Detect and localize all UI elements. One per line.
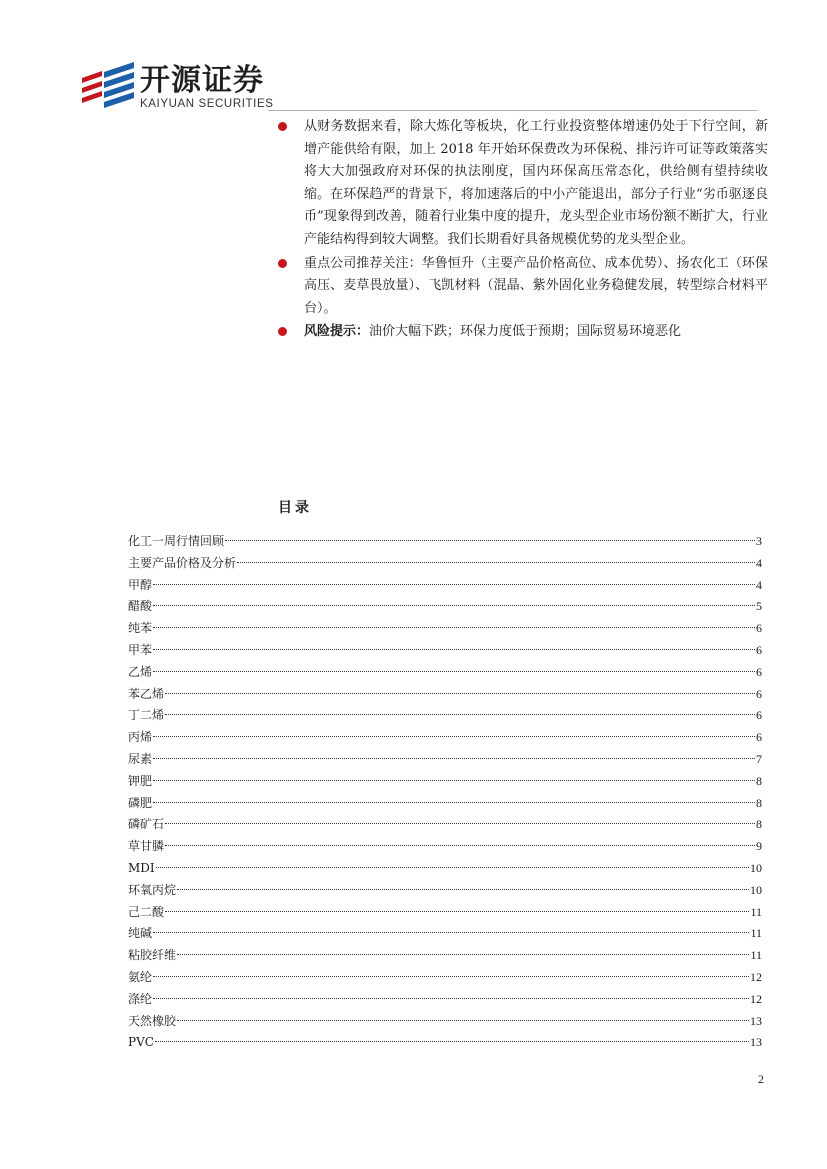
kaiyuan-logo-icon (80, 62, 136, 110)
toc-dot-leader (153, 671, 755, 672)
toc-entry-page[interactable]: 6 (756, 730, 762, 745)
toc-entry-label[interactable]: 己二酸 (128, 904, 165, 919)
toc-entry-label[interactable]: 粘胶纤维 (128, 948, 177, 963)
toc-dot-leader (177, 954, 749, 955)
toc-entry-page[interactable]: 7 (756, 751, 762, 766)
toc-entry-page[interactable]: 6 (756, 686, 762, 701)
toc-entry[interactable] (128, 880, 762, 902)
table-of-contents (128, 531, 762, 1054)
toc-entry-label[interactable]: 化工一周行情回顾 (128, 534, 225, 548)
toc-entry-label[interactable]: 环氧丙烷 (128, 882, 177, 897)
toc-entry-label[interactable]: 主要产品价格及分析 (128, 555, 237, 570)
toc-entry-label[interactable]: 纯苯 (128, 621, 153, 636)
toc-dot-leader (225, 540, 755, 541)
toc-entry-label[interactable]: PVC (128, 1035, 154, 1050)
toc-entry-label[interactable]: 乙烯 (128, 664, 153, 679)
toc-entry-label[interactable]: 钾肥 (128, 773, 153, 788)
toc-entry[interactable] (128, 749, 762, 771)
bullet-text: 油价大幅下跌；环保力度低于预期；国际贸易环境恶化 (369, 324, 682, 340)
header-divider (268, 110, 758, 111)
toc-dot-leader (165, 823, 755, 824)
toc-entry[interactable] (128, 684, 762, 706)
toc-entry-label[interactable]: 尿素 (128, 751, 153, 766)
toc-entry[interactable] (128, 553, 762, 575)
toc-dot-leader (153, 780, 755, 781)
bullet-text: 重点公司推荐关注：华鲁恒升（主要产品价格高位、成本优势）、扬农化工（环保高压、麦草畏放量）、飞凯材料（混晶、紫外固化业务稳健发展，转型综合材料平台）。 (304, 255, 768, 316)
risk-label: 风险提示： (304, 324, 370, 340)
summary-bullets (278, 116, 768, 345)
bullet-dot-icon (278, 327, 287, 336)
toc-dot-leader (153, 932, 749, 933)
bullet-recommended-companies (278, 253, 768, 321)
toc-entry[interactable] (128, 771, 762, 793)
toc-entry-page[interactable]: 9 (756, 839, 762, 854)
page-number: 2 (758, 1072, 764, 1086)
toc-entry[interactable] (128, 945, 762, 967)
toc-entry[interactable] (128, 902, 762, 924)
toc-entry-page[interactable]: 11 (750, 948, 762, 963)
toc-dot-leader (153, 758, 755, 759)
bullet-dot-icon (278, 259, 287, 268)
toc-entry-label[interactable]: 磷矿石 (128, 817, 165, 832)
toc-dot-leader (165, 693, 755, 694)
toc-entry-label[interactable]: 苯乙烯 (128, 686, 165, 701)
toc-entry-page[interactable]: 11 (750, 904, 762, 919)
toc-dot-leader (155, 1041, 749, 1042)
toc-entry-label[interactable]: MDI (128, 860, 155, 875)
toc-dot-leader (165, 845, 755, 846)
toc-dot-leader (177, 1020, 749, 1021)
toc-entry-label[interactable]: 醋酸 (128, 599, 153, 614)
toc-dot-leader (153, 584, 755, 585)
toc-entry[interactable] (128, 596, 762, 618)
toc-entry[interactable] (128, 989, 762, 1011)
toc-entry-label[interactable]: 丙烯 (128, 730, 153, 745)
toc-dot-leader (237, 562, 755, 563)
logo-english-name: KAIYUAN SECURITIES (140, 98, 274, 110)
toc-entry-page[interactable]: 10 (750, 882, 762, 897)
toc-entry-page[interactable]: 13 (750, 1035, 762, 1050)
toc-entry[interactable] (128, 618, 762, 640)
toc-title: 目录 (278, 500, 312, 516)
toc-entry[interactable] (128, 727, 762, 749)
toc-entry-label[interactable]: 天然橡胶 (128, 1013, 177, 1028)
toc-entry[interactable] (128, 575, 762, 597)
toc-entry-label[interactable]: 草甘膦 (128, 839, 165, 854)
toc-entry[interactable] (128, 858, 762, 880)
toc-entry-label[interactable]: 涤纶 (128, 991, 153, 1006)
bullet-text: 从财务数据来看，除大炼化等板块，化工行业投资整体增速仍处于下行空间，新增产能供给有限，加上 2018 年开始环保费改为环保税、排污许可证等政策落实将大大加强政府对环保的执法刚度，国内环保高压常态化，供给侧有望持续收缩。在环保趋严的背景下，将加速落后的中小产能退出，部分子行业“劣币驱逐良币”现象得到改善，随着行业集中度的提升，龙头型企业市场份额不断扩大，行业产能结构得到较大调整。我们长期看好具备规模优势的龙头型企业。 (304, 119, 768, 247)
toc-entry-page[interactable]: 6 (756, 621, 762, 636)
toc-entry-label[interactable]: 氨纶 (128, 969, 153, 984)
toc-dot-leader (165, 911, 749, 912)
toc-entry-label[interactable]: 磷肥 (128, 795, 153, 810)
toc-entry[interactable] (128, 705, 762, 727)
toc-dot-leader (153, 649, 755, 650)
toc-entry-label[interactable]: 甲苯 (128, 642, 153, 657)
toc-entry-page[interactable]: 6 (756, 642, 762, 657)
toc-entry-page[interactable]: 13 (750, 1013, 762, 1028)
toc-entry[interactable] (128, 640, 762, 662)
toc-entry-page[interactable]: 5 (756, 599, 762, 614)
toc-entry-page[interactable]: 3 (756, 534, 762, 548)
toc-dot-leader (153, 976, 749, 977)
toc-entry[interactable] (128, 967, 762, 989)
toc-dot-leader (153, 998, 749, 999)
toc-entry[interactable] (128, 1011, 762, 1033)
toc-entry-page[interactable]: 11 (750, 926, 762, 941)
toc-entry-label[interactable]: 纯碱 (128, 926, 153, 941)
toc-entry[interactable] (128, 836, 762, 858)
toc-dot-leader (153, 802, 755, 803)
toc-entry-page[interactable]: 12 (750, 969, 762, 984)
toc-entry-page[interactable]: 8 (756, 817, 762, 832)
toc-entry[interactable] (128, 662, 762, 684)
toc-dot-leader (177, 889, 749, 890)
toc-dot-leader (156, 867, 749, 868)
toc-entry[interactable] (128, 814, 762, 836)
logo-chinese-name: 开源证券 (140, 63, 264, 98)
toc-dot-leader (153, 627, 755, 628)
toc-entry-page[interactable]: 6 (756, 664, 762, 679)
toc-entry-page[interactable]: 12 (750, 991, 762, 1006)
toc-entry-page[interactable]: 8 (756, 773, 762, 788)
bullet-risk-warning (278, 321, 768, 344)
toc-dot-leader (153, 605, 755, 606)
toc-entry-label[interactable]: 甲醇 (128, 577, 153, 592)
toc-entry-page[interactable]: 6 (756, 708, 762, 723)
toc-entry-page[interactable]: 10 (750, 860, 762, 875)
toc-entry[interactable] (128, 531, 762, 553)
bullet-financial-analysis (278, 116, 768, 252)
toc-entry-page[interactable]: 4 (756, 555, 762, 570)
company-logo (80, 62, 280, 112)
toc-dot-leader (153, 736, 755, 737)
toc-entry-page[interactable]: 8 (756, 795, 762, 810)
toc-entry[interactable] (128, 793, 762, 815)
toc-entry-label[interactable]: 丁二烯 (128, 708, 165, 723)
toc-entry[interactable] (128, 923, 762, 945)
bullet-dot-icon (278, 122, 287, 131)
toc-dot-leader (165, 714, 755, 715)
toc-entry-page[interactable]: 4 (756, 577, 762, 592)
toc-entry[interactable] (128, 1032, 762, 1054)
